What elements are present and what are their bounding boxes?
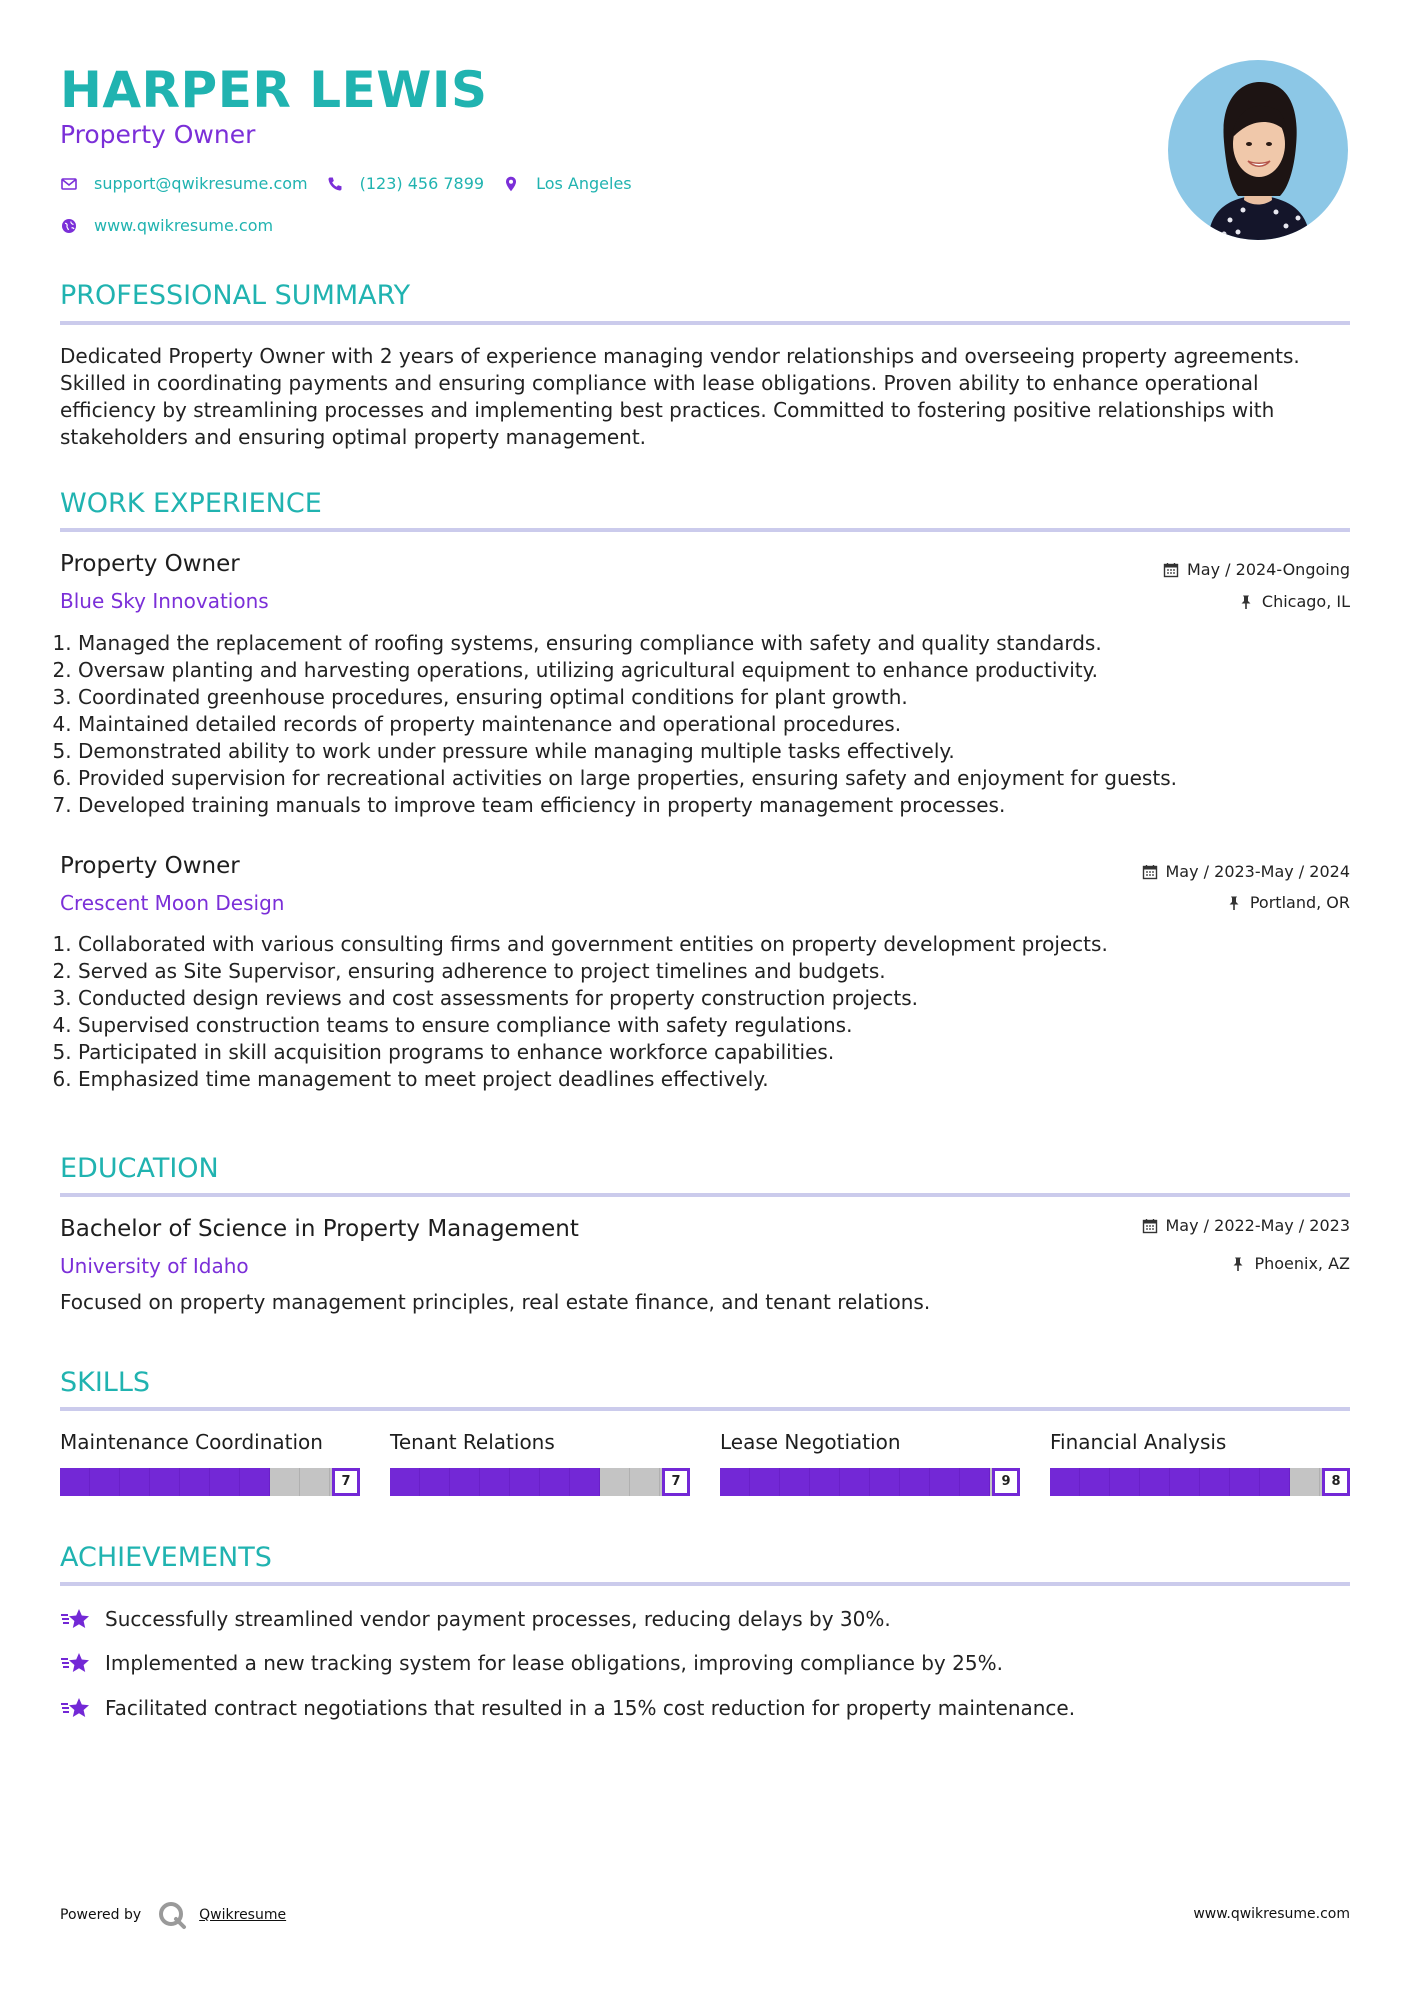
list-item: 6. Provided supervision for recreational activities on large properties, ensuring safety and enjoyment for guests. — [78, 765, 1328, 792]
skill-bar-segment — [270, 1468, 300, 1496]
skill-item — [720, 1428, 1020, 1496]
footer-powered-by — [60, 1900, 286, 1930]
skill-bar-segment — [600, 1468, 630, 1496]
skill-rating-bar — [60, 1468, 360, 1496]
skill-bar-segment — [150, 1468, 180, 1496]
skill-bar-segment — [180, 1468, 210, 1496]
skill-name: Maintenance Coordination — [60, 1430, 323, 1454]
list-item: 1. Managed the replacement of roofing systems, ensuring compliance with safety and quality standards. — [78, 630, 1328, 657]
job-location-text: Chicago, IL — [1261, 592, 1350, 611]
qwikresume-logo-icon — [157, 1900, 187, 1930]
skill-bar-segment — [1140, 1468, 1170, 1496]
skill-name: Financial Analysis — [1050, 1430, 1227, 1454]
section-divider — [60, 1193, 1350, 1197]
calendar-icon — [1142, 1218, 1158, 1234]
star-icon — [60, 1651, 92, 1675]
skill-name: Lease Negotiation — [720, 1430, 901, 1454]
job-responsibilities — [60, 931, 1328, 1093]
achievement-item — [60, 1605, 891, 1633]
skill-bar-segment — [780, 1468, 810, 1496]
section-divider — [60, 321, 1350, 325]
skill-bar-segment — [1260, 1468, 1290, 1496]
job-dates — [1142, 861, 1351, 883]
skill-bar-segment — [540, 1468, 570, 1496]
achievement-item — [60, 1649, 1003, 1677]
list-item: 6. Emphasized time management to meet project deadlines effectively. — [78, 1066, 1328, 1093]
list-item: 2. Served as Site Supervisor, ensuring adherence to project timelines and budgets. — [78, 958, 1328, 985]
degree-title: Bachelor of Science in Property Management — [60, 1216, 579, 1242]
footer-website-link[interactable]: www.qwikresume.com — [1193, 1906, 1350, 1922]
list-item: 4. Maintained detailed records of property maintenance and operational procedures. — [78, 711, 1328, 738]
skill-name: Tenant Relations — [390, 1430, 555, 1454]
contact-row — [60, 173, 650, 195]
section-divider — [60, 1407, 1350, 1411]
skill-bar-segment — [1170, 1468, 1200, 1496]
section-divider — [60, 1582, 1350, 1586]
skill-bar-segment — [60, 1468, 90, 1496]
education-dates — [1142, 1215, 1351, 1237]
company-name: Crescent Moon Design — [60, 891, 285, 915]
skill-bar-segment — [1110, 1468, 1140, 1496]
skill-bar-segment — [870, 1468, 900, 1496]
skill-bar-segment — [120, 1468, 150, 1496]
skill-bar-segment — [510, 1468, 540, 1496]
qwikresume-link[interactable]: Qwikresume — [199, 1907, 287, 1923]
job-dates — [1163, 559, 1350, 581]
skill-bar-segment — [720, 1468, 750, 1496]
skill-rating-bar — [1050, 1468, 1350, 1496]
achievement-text: Implemented a new tracking system for lease obligations, improving compliance by 25%. — [105, 1651, 1003, 1675]
section-divider — [60, 528, 1350, 532]
list-item: 1. Collaborated with various consulting firms and government entities on property development projects. — [78, 931, 1328, 958]
phone-icon — [326, 175, 344, 193]
skill-bar-segment — [840, 1468, 870, 1496]
section-title-education: EDUCATION — [60, 1153, 219, 1184]
skill-bar-segment — [900, 1468, 930, 1496]
pushpin-icon — [1230, 1256, 1246, 1272]
list-item: 4. Supervised construction teams to ensure compliance with safety regulations. — [78, 1012, 1328, 1039]
skill-bar-segment — [960, 1468, 990, 1496]
skill-bar-segment — [630, 1468, 660, 1496]
section-title-achievements: ACHIEVEMENTS — [60, 1542, 272, 1573]
achievement-text: Successfully streamlined vendor payment processes, reducing delays by 30%. — [105, 1607, 891, 1631]
list-item: 3. Conducted design reviews and cost assessments for property construction projects. — [78, 985, 1328, 1012]
pushpin-icon — [1226, 895, 1242, 911]
resume-page — [60, 0, 1350, 1990]
candidate-name: HARPER LEWIS — [60, 61, 488, 119]
company-name: Blue Sky Innovations — [60, 589, 269, 613]
location-pin-icon — [502, 175, 520, 193]
skill-bar-segment — [210, 1468, 240, 1496]
location-text: Los Angeles — [536, 174, 632, 193]
skill-bar-segment — [390, 1468, 420, 1496]
job-title: Property Owner — [60, 853, 240, 879]
job-responsibilities — [60, 630, 1328, 819]
skill-bar-segment — [1080, 1468, 1110, 1496]
skill-item — [60, 1428, 360, 1496]
skill-rating-bar — [720, 1468, 1020, 1496]
skill-bar-segment — [750, 1468, 780, 1496]
skill-bar-segment — [240, 1468, 270, 1496]
skill-bar-segment — [570, 1468, 600, 1496]
profile-photo — [1168, 60, 1348, 240]
list-item: 2. Oversaw planting and harvesting operations, utilizing agricultural equipment to enhance productivity. — [78, 657, 1328, 684]
skill-bar-segment — [420, 1468, 450, 1496]
skill-bar-segment — [930, 1468, 960, 1496]
skill-score-badge: 7 — [662, 1468, 690, 1496]
summary-text: Dedicated Property Owner with 2 years of experience managing vendor relationships and overseeing property agreements. Skilled in coordinating payments and ensuring compliance with lease obligations. Proven ability to enhance operational efficiency by streamlining processes and implementing best practices. Committed to fostering positive relationships with stakeholders and ensuring optimal property management. — [60, 344, 1300, 449]
achievement-text: Facilitated contract negotiations that resulted in a 15% cost reduction for property maintenance. — [105, 1696, 1076, 1720]
education-description: Focused on property management principles, real estate finance, and tenant relations. — [60, 1290, 931, 1314]
skill-bar-segment — [810, 1468, 840, 1496]
calendar-icon — [1142, 864, 1158, 880]
powered-by-label: Powered by — [60, 1907, 142, 1923]
achievement-item — [60, 1694, 1075, 1722]
section-title-skills: SKILLS — [60, 1367, 151, 1398]
calendar-icon — [1163, 562, 1179, 578]
website-link[interactable]: www.qwikresume.com — [94, 216, 274, 235]
skill-bar-segment — [90, 1468, 120, 1496]
star-icon — [60, 1607, 92, 1631]
globe-icon — [60, 217, 78, 235]
skill-bar-segment — [1200, 1468, 1230, 1496]
skill-item — [1050, 1428, 1350, 1496]
list-item: 5. Demonstrated ability to work under pressure while managing multiple tasks effectively. — [78, 738, 1328, 765]
skill-item — [390, 1428, 690, 1496]
job-dates-text: May / 2023-May / 2024 — [1165, 862, 1350, 881]
list-item: 7. Developed training manuals to improve team efficiency in property management processes. — [78, 792, 1328, 819]
mail-icon — [60, 175, 78, 193]
skill-bar-segment — [1230, 1468, 1260, 1496]
job-title: Property Owner — [60, 551, 240, 577]
candidate-role: Property Owner — [60, 120, 256, 149]
skill-rating-bar — [390, 1468, 690, 1496]
skill-bar-segment — [450, 1468, 480, 1496]
phone-number[interactable]: (123) 456 7899 — [359, 174, 485, 193]
job-location — [1226, 892, 1350, 914]
skill-bar-segment — [300, 1468, 330, 1496]
skill-score-badge: 7 — [332, 1468, 360, 1496]
job-location-text: Portland, OR — [1249, 893, 1350, 912]
section-title-experience: WORK EXPERIENCE — [60, 488, 322, 519]
skill-bar-segment — [480, 1468, 510, 1496]
education-location-text: Phoenix, AZ — [1254, 1254, 1350, 1273]
list-item: 5. Participated in skill acquisition programs to enhance workforce capabilities. — [78, 1039, 1328, 1066]
education-dates-text: May / 2022-May / 2023 — [1165, 1216, 1350, 1235]
education-location — [1230, 1253, 1350, 1275]
job-dates-text: May / 2024-Ongoing — [1187, 560, 1350, 579]
skill-score-badge: 8 — [1322, 1468, 1350, 1496]
email-link[interactable]: support@qwikresume.com — [94, 174, 308, 193]
list-item: 3. Coordinated greenhouse procedures, ensuring optimal conditions for plant growth. — [78, 684, 1328, 711]
skill-bar-segment — [1290, 1468, 1320, 1496]
job-location — [1238, 591, 1350, 613]
pushpin-icon — [1238, 594, 1254, 610]
star-icon — [60, 1696, 92, 1720]
website-row — [60, 215, 291, 237]
skill-score-badge: 9 — [992, 1468, 1020, 1496]
skill-bar-segment — [1050, 1468, 1080, 1496]
school-name: University of Idaho — [60, 1254, 249, 1278]
section-title-summary: PROFESSIONAL SUMMARY — [60, 280, 411, 311]
